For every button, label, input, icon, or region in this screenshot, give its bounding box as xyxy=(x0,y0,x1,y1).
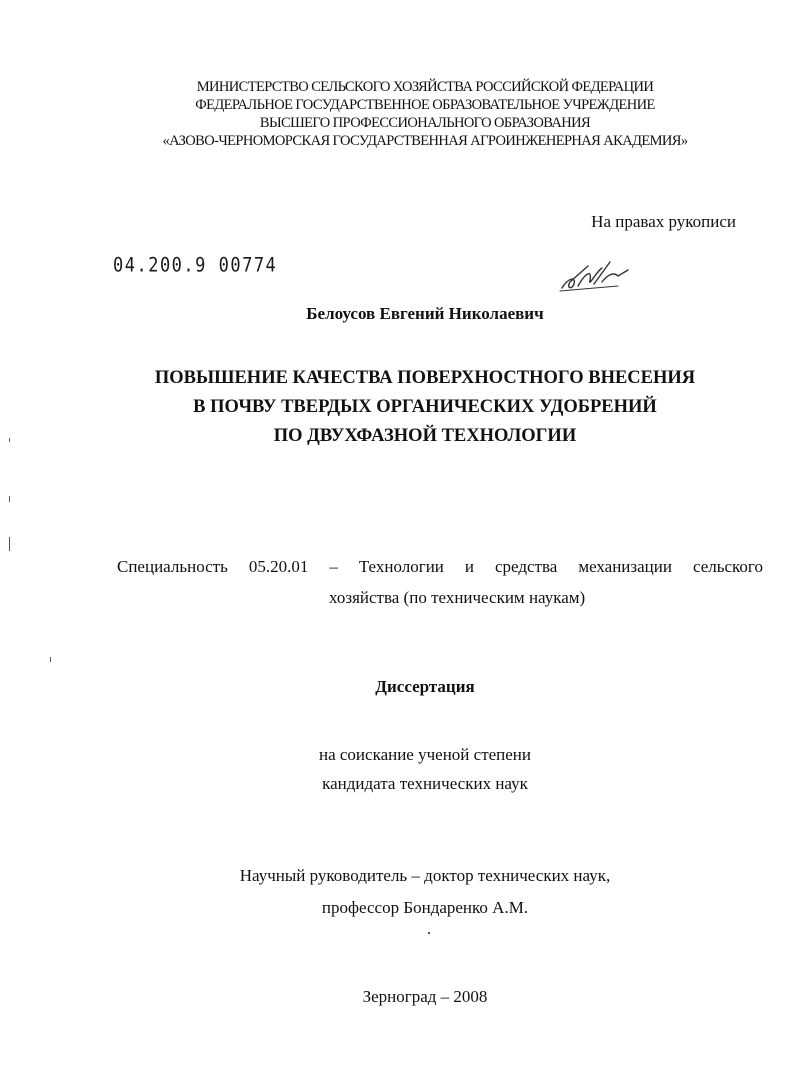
specialty-word: – xyxy=(329,557,338,576)
manuscript-note: На правах рукописи xyxy=(591,212,736,231)
specialty-word: Специальность xyxy=(117,557,228,576)
degree-line-1: на соискание ученой степени xyxy=(318,745,532,764)
header-line-3: ВЫСШЕГО ПРОФЕССИОНАЛЬНОГО ОБРАЗОВАНИЯ xyxy=(259,115,591,131)
specialty-word: средства xyxy=(494,557,558,576)
specialty-line-2: хозяйства (по техническим наукам) xyxy=(329,588,586,607)
supervisor-line-1: Научный руководитель – доктор технических наук, xyxy=(239,866,611,885)
header-line-1: МИНИСТЕРСТВО СЕЛЬСКОГО ХОЗЯЙСТВА РОССИЙСКОЙ ФЕДЕРАЦИИ xyxy=(196,79,654,95)
specialty-word: Технологии xyxy=(358,557,444,576)
scan-speck xyxy=(50,657,51,662)
specialty-line-1 xyxy=(117,551,763,582)
title-line-2: В ПОЧВУ ТВЕРДЫХ ОРГАНИЧЕСКИХ УДОБРЕНИЙ xyxy=(193,397,657,417)
document-type: Диссертация xyxy=(375,677,475,696)
city-year: Зерноград – 2008 xyxy=(362,987,488,1006)
specialty-block xyxy=(117,551,763,613)
title-line-1: ПОВЫШЕНИЕ КАЧЕСТВА ПОВЕРХНОСТНОГО ВНЕСЕНИЯ xyxy=(154,368,696,388)
title-line-3: ПО ДВУХФАЗНОЙ ТЕХНОЛОГИИ xyxy=(273,426,577,446)
specialty-word: механизации xyxy=(578,557,672,576)
signature-icon xyxy=(558,258,638,298)
institution-header xyxy=(0,78,791,150)
specialty-code: 05.20.01 xyxy=(248,557,309,576)
supervisor-line-2: профессор Бондаренко А.М. xyxy=(321,898,529,917)
supervisor-block xyxy=(0,860,791,924)
scan-speck xyxy=(9,537,10,551)
degree-block xyxy=(0,740,791,798)
scan-speck xyxy=(9,496,10,502)
scan-speck xyxy=(9,438,10,442)
scan-speck xyxy=(428,932,430,934)
header-line-2: ФЕДЕРАЛЬНОЕ ГОСУДАРСТВЕННОЕ ОБРАЗОВАТЕЛЬНОЕ УЧРЕЖДЕНИЕ xyxy=(195,97,655,113)
degree-line-2: кандидата технических наук xyxy=(322,774,528,793)
specialty-word: и xyxy=(464,557,474,576)
registration-stamp: 04.200.9 00774 xyxy=(113,254,278,277)
author-name: Белоусов Евгений Николаевич xyxy=(306,304,544,323)
dissertation-title xyxy=(0,364,791,451)
header-line-4: «АЗОВО-ЧЕРНОМОРСКАЯ ГОСУДАРСТВЕННАЯ АГРОИНЖЕНЕРНАЯ АКАДЕМИЯ» xyxy=(162,133,688,149)
specialty-word: сельского xyxy=(692,557,763,576)
